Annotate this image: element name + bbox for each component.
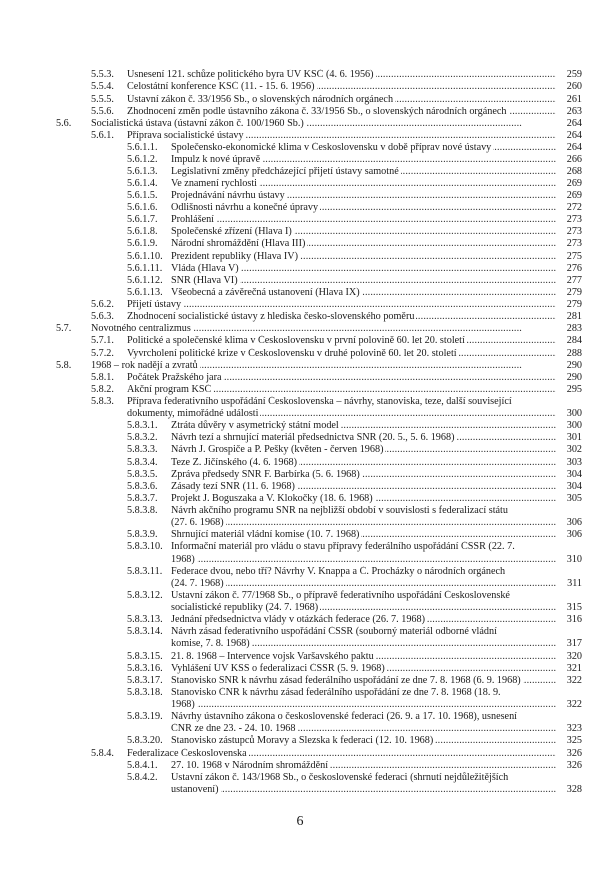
toc-entry-title: Jednání předsednictva vlády v otázkách federace (26. 7. 1968) . . .	[171, 614, 556, 626]
toc-entry-page: 315	[566, 602, 582, 613]
toc-entry[interactable]	[0, 784, 600, 796]
toc-entry-title: ČNR ze dne 23. - 24. 10. 1968 . . .	[171, 723, 556, 735]
toc-entry-title: Akční program KSČ . . .	[127, 384, 556, 396]
toc-entry-number: 5.8.3.7.	[127, 493, 158, 504]
toc-entry[interactable]	[0, 299, 600, 311]
toc-entry-page: 290	[566, 372, 582, 383]
toc-entry-number: 5.8.4.1.	[127, 760, 158, 771]
toc-entry-title: komise, 7. 8. 1968) . . .	[171, 638, 556, 650]
toc-entry[interactable]	[0, 69, 600, 81]
toc-entry[interactable]	[0, 638, 600, 650]
toc-entry-number: 5.8.3.1.	[127, 420, 158, 431]
toc-entry[interactable]	[0, 94, 600, 106]
toc-entry-page: 261	[566, 94, 582, 105]
toc-entry[interactable]	[0, 287, 600, 299]
toc-entry[interactable]	[0, 663, 600, 675]
toc-entry-page: 263	[566, 106, 582, 117]
toc-entry[interactable]	[0, 130, 600, 142]
toc-entry-number: 5.8.3.9.	[127, 529, 158, 540]
toc-entry-number: 5.6.1.2.	[127, 154, 158, 165]
toc-entry-title: socialistické republiky (24. 7. 1968) . . .	[171, 602, 556, 614]
toc-entry[interactable]	[0, 626, 600, 638]
toc-entry-number: 5.8.1.	[91, 372, 114, 383]
toc-entry-title: Odlišnosti návrhu a konečné úpravy . . .	[171, 202, 556, 214]
toc-entry-number: 5.8.3.16.	[127, 663, 163, 674]
toc-entry-title: Politické a společenské klima v Československu v první polovině 60. let 20. století . . .	[127, 335, 556, 347]
toc-entry-number: 5.6.1.12.	[127, 275, 163, 286]
toc-entry-page: 283	[566, 323, 582, 334]
toc-entry-title: Impulz k nové úpravě . . .	[171, 154, 556, 166]
toc-entry-page: 272	[566, 202, 582, 213]
toc-entry-title: Socialistická ústava (ústavní zákon č. 100/1960 Sb.) . . .	[91, 118, 556, 130]
toc-entry[interactable]	[0, 469, 600, 481]
toc-entry-page: 304	[566, 469, 582, 480]
toc-entry-title: Společensko-ekonomické klima v Československu v době příprav nové ústavy . . .	[171, 142, 556, 154]
toc-entry-page: 269	[566, 178, 582, 189]
toc-entry-page: 322	[566, 699, 582, 710]
toc-entry-number: 5.8.4.2.	[127, 772, 158, 783]
toc-entry-title: Počátek Pražského jara . . .	[127, 372, 556, 384]
toc-entry-number: 5.7.	[56, 323, 72, 334]
toc-entry[interactable]	[0, 106, 600, 118]
toc-entry-page: 277	[566, 275, 582, 286]
toc-entry[interactable]	[0, 748, 600, 760]
toc-entry-title: ustanovení) . . .	[171, 784, 556, 796]
toc-entry-page: 268	[566, 166, 582, 177]
toc-entry-title: Ztráta důvěry v asymetrický státní model . . .	[171, 420, 556, 432]
toc-entry-number: 5.8.3.4.	[127, 457, 158, 468]
toc-entry-title: Vyvrcholení politické krize v Československu v druhé polovině 60. let 20. století . . .	[127, 348, 556, 360]
toc-entry-page: 322	[566, 675, 582, 686]
toc-entry-page: 269	[566, 190, 582, 201]
toc-entry-title: Zhodnocení socialistické ústavy z hlediska česko-slovenského poměru . . .	[127, 311, 556, 323]
toc-entry-title: Ve znamení rychlosti . . .	[171, 178, 556, 190]
toc-entry-page: 281	[566, 311, 582, 322]
toc-entry-title: (27. 6. 1968) . . .	[171, 517, 556, 529]
toc-entry-number: 5.8.3.5.	[127, 469, 158, 480]
toc-entry[interactable]	[0, 432, 600, 444]
toc-entry-number: 5.8.	[56, 360, 72, 371]
toc-entry-title: Shrnující materiál vládní komise (10. 7. 1968) . . .	[171, 529, 556, 541]
toc-entry-page: 260	[566, 81, 582, 92]
toc-entry-title: Prezident republiky (Hlava IV) . . .	[171, 251, 556, 263]
toc-entry-page: 328	[566, 784, 582, 795]
toc-entry-page: 290	[566, 360, 582, 371]
toc-entry-page: 276	[566, 263, 582, 274]
toc-entry[interactable]	[0, 154, 600, 166]
toc-entry-page: 264	[566, 142, 582, 153]
toc-entry[interactable]	[0, 566, 600, 578]
toc-entry[interactable]	[0, 166, 600, 178]
toc-entry[interactable]	[0, 602, 600, 614]
toc-entry-page: 259	[566, 69, 582, 80]
toc-entry-page: 306	[566, 517, 582, 528]
toc-entry-number: 5.6.1.3.	[127, 166, 158, 177]
toc-entry-page: 295	[566, 384, 582, 395]
toc-entry-title: Přijetí ústavy . . .	[127, 299, 556, 311]
toc-entry-page: 305	[566, 493, 582, 504]
toc-entry-number: 5.8.3.18.	[127, 687, 163, 698]
toc-entry[interactable]	[0, 554, 600, 566]
toc-entry[interactable]	[0, 614, 600, 626]
toc-entry[interactable]	[0, 541, 600, 553]
toc-entry[interactable]	[0, 420, 600, 432]
toc-entry-title: Ústavní zákon č. 77/1968 Sb., o přípravě federativního uspořádání Československé	[171, 590, 510, 601]
toc-entry-title: Návrhy ústavního zákona o československé federaci (26. 9. a 17. 10. 1968), usnesení	[171, 711, 517, 722]
toc-entry[interactable]	[0, 372, 600, 384]
toc-entry-title: SNR (Hlava VI) . . .	[171, 275, 556, 287]
toc-entry[interactable]	[0, 202, 600, 214]
toc-entry[interactable]	[0, 444, 600, 456]
toc-entry-number: 5.8.3.2.	[127, 432, 158, 443]
toc-entry[interactable]	[0, 517, 600, 529]
toc-entry[interactable]	[0, 675, 600, 687]
toc-entry[interactable]	[0, 323, 600, 335]
toc-entry-title: Zpráva předsedy SNR F. Barbírka (5. 6. 1968) . . .	[171, 469, 556, 481]
toc-entry-title: 1968 – rok nadějí a zvratů . . .	[91, 360, 556, 372]
toc-entry-page: 304	[566, 481, 582, 492]
toc-entry-title: Stanovisko zástupců Moravy a Slezska k federaci (12. 10. 1968) . . .	[171, 735, 556, 747]
toc-entry-page: 320	[566, 651, 582, 662]
toc-entry[interactable]	[0, 263, 600, 275]
toc-entry[interactable]	[0, 590, 600, 602]
toc-entry-number: 5.6.3.	[91, 311, 114, 322]
toc-entry[interactable]	[0, 481, 600, 493]
toc-entry-title: 1968) . . .	[171, 699, 556, 711]
toc-entry-number: 5.6.1.5.	[127, 190, 158, 201]
toc-entry-page: 321	[566, 663, 582, 674]
toc-entry-number: 5.8.3.13.	[127, 614, 163, 625]
toc-entry-title: Národní shromáždění (Hlava III) . . .	[171, 238, 556, 250]
toc-entry[interactable]	[0, 348, 600, 360]
toc-entry-page: 316	[566, 614, 582, 625]
toc-entry-title: Legislativní změny předcházející přijetí ústavy samotné . . .	[171, 166, 556, 178]
toc-entry-title: Prohlášení . . .	[171, 214, 556, 226]
toc-entry[interactable]	[0, 226, 600, 238]
toc-entry-page: 264	[566, 118, 582, 129]
toc-entry[interactable]	[0, 711, 600, 723]
toc-entry-number: 5.6.1.	[91, 130, 114, 141]
toc-entry-title: Stanovisko ČNR k návrhu zásad federálního uspořádání ze dne 7. 8. 1968 (18. 9.	[171, 687, 501, 698]
toc-entry-title: Příprava socialistické ústavy . . .	[127, 130, 556, 142]
toc-entry-number: 5.6.1.9.	[127, 238, 158, 249]
toc-entry-page: 284	[566, 335, 582, 346]
toc-entry-title: Všeobecná a závěrečná ustanovení (Hlava IX) . . .	[171, 287, 556, 299]
toc-entry-title: Novotného centralizmus . . .	[91, 323, 556, 335]
toc-entry-number: 5.8.3.19.	[127, 711, 163, 722]
toc-entry-page: 301	[566, 432, 582, 443]
toc-entry-page: 317	[566, 638, 582, 649]
toc-entry[interactable]	[0, 687, 600, 699]
toc-entry-number: 5.6.1.1.	[127, 142, 158, 153]
toc-entry[interactable]	[0, 578, 600, 590]
toc-entry-page: 273	[566, 238, 582, 249]
toc-entry-number: 5.5.6.	[91, 106, 114, 117]
toc-entry-title: Informační materiál pro vládu o stavu přípravy federálního uspořádání ČSSR (22. 7.	[171, 541, 515, 552]
toc-entry-title: Návrh J. Grospiče a P. Pešky (květen - červen 1968) . . .	[171, 444, 556, 456]
toc-entry[interactable]	[0, 384, 600, 396]
toc-entry-page: 288	[566, 348, 582, 359]
toc-entry[interactable]	[0, 118, 600, 130]
toc-entry-page: 303	[566, 457, 582, 468]
toc-entry-number: 5.8.2.	[91, 384, 114, 395]
toc-entry-title: Ústavní zákon č. 33/1956 Sb., o slovenských národních orgánech . . .	[127, 94, 556, 106]
toc-entry-page: 306	[566, 529, 582, 540]
toc-entry-number: 5.8.3.14.	[127, 626, 163, 637]
toc-entry-number: 5.8.4.	[91, 748, 114, 759]
toc-entry[interactable]	[0, 723, 600, 735]
toc-entry[interactable]	[0, 335, 600, 347]
toc-entry[interactable]	[0, 760, 600, 772]
toc-entry-number: 5.6.1.13.	[127, 287, 163, 298]
toc-entry[interactable]	[0, 190, 600, 202]
toc-entry-title: Federalizace Československa . . .	[127, 748, 556, 760]
toc-entry-page: 311	[567, 578, 582, 589]
toc-entry-number: 5.8.3.15.	[127, 651, 163, 662]
toc-entry-title: Návrh akčního programu SNR na nejbližší období v souvislosti s federalizací státu	[171, 505, 508, 516]
toc-entry-number: 5.8.3.10.	[127, 541, 163, 552]
toc-entry-page: 273	[566, 226, 582, 237]
toc-entry-title: Vláda (Hlava V) . . .	[171, 263, 556, 275]
toc-entry-title: 1968) . . .	[171, 554, 556, 566]
toc-entry-title: 21. 8. 1968 – Intervence vojsk Varšavského paktu . . .	[171, 651, 556, 663]
toc-entry-number: 5.8.3.17.	[127, 675, 163, 686]
toc-entry[interactable]	[0, 493, 600, 505]
toc-entry-title: Projekt J. Boguszaka a V. Klokočky (18. 6. 1968) . . .	[171, 493, 556, 505]
toc-entry-number: 5.6.	[56, 118, 72, 129]
toc-entry-page: 310	[566, 554, 582, 565]
toc-entry-number: 5.7.2.	[91, 348, 114, 359]
toc-entry[interactable]	[0, 311, 600, 323]
page-number: 6	[296, 814, 304, 829]
toc-entry-number: 5.8.3.	[91, 396, 114, 407]
toc-entry-number: 5.6.1.10.	[127, 251, 163, 262]
toc-entry-page: 266	[566, 154, 582, 165]
toc-entry-title: Celostátní konference KSČ (11. - 15. 6. 1956) . . .	[127, 81, 556, 93]
toc-entry[interactable]	[0, 238, 600, 250]
toc-entry-page: 275	[566, 251, 582, 262]
toc-entry-number: 5.6.1.6.	[127, 202, 158, 213]
toc-entry-number: 5.8.3.11.	[127, 566, 163, 577]
toc-entry-title: Návrh zásad federativního uspořádání ČSSR (souborný materiál odborné vládní	[171, 626, 497, 637]
toc-entry-number: 5.6.1.7.	[127, 214, 158, 225]
toc-entry[interactable]	[0, 275, 600, 287]
toc-entry-title: (24. 7. 1968) . . .	[171, 578, 556, 590]
toc-entry-title: Federace dvou, nebo tří? Návrhy V. Knappa a Č. Procházky o národních orgánech	[171, 566, 506, 577]
toc-entry-page: 279	[566, 287, 582, 298]
toc-entry[interactable]	[0, 651, 600, 663]
toc-entry[interactable]	[0, 81, 600, 93]
toc-entry-title: Společenské zřízení (Hlava I) . . .	[171, 226, 556, 238]
toc-entry-number: 5.8.3.8.	[127, 505, 158, 516]
toc-entry-page: 300	[566, 420, 582, 431]
toc-entry-title: Teze Z. Jičínského (4. 6. 1968) . . .	[171, 457, 556, 469]
toc-entry-page: 300	[566, 408, 582, 419]
toc-entry-page: 325	[566, 735, 582, 746]
toc-entry-page: 273	[566, 214, 582, 225]
toc-entry[interactable]	[0, 396, 600, 408]
toc-entry[interactable]	[0, 772, 600, 784]
toc-entry-title: 27. 10. 1968 v Národním shromáždění . . .	[171, 760, 556, 772]
toc-entry-page: 326	[566, 760, 582, 771]
toc-entry-title: Ústavní zákon č. 143/1968 Sb., o československé federaci (shrnutí nejdůležitějších	[171, 772, 509, 783]
toc-entry-title: Stanovisko SNR k návrhu zásad federálního uspořádání ze dne 7. 8. 1968 (6. 9. 1968) . . .	[171, 675, 556, 687]
toc-entry-number: 5.8.3.12.	[127, 590, 163, 601]
toc-entry-number: 5.6.1.4.	[127, 178, 158, 189]
toc-entry-page: 326	[566, 748, 582, 759]
toc-entry[interactable]	[0, 735, 600, 747]
toc-entry-page: 264	[566, 130, 582, 141]
toc-entry-number: 5.6.1.11.	[127, 263, 163, 274]
toc-entry[interactable]	[0, 360, 600, 372]
toc-entry[interactable]	[0, 505, 600, 517]
toc-entry-title: Zhodnocení změn podle ústavního zákona č. 33/1956 Sb., o slovenských národních orgánech . . .	[127, 106, 556, 118]
toc-entry-number: 5.5.5.	[91, 94, 114, 105]
toc-entry-number: 5.8.3.20.	[127, 735, 163, 746]
toc-entry-page: 323	[566, 723, 582, 734]
toc-entry[interactable]	[0, 457, 600, 469]
toc-entry-number: 5.6.2.	[91, 299, 114, 310]
toc-entry-number: 5.5.3.	[91, 69, 114, 80]
toc-entry[interactable]	[0, 142, 600, 154]
toc-entry-number: 5.5.4.	[91, 81, 114, 92]
toc-entry-title: Vyhlášení ÚV KSS o federalizaci ČSSR (5. 9. 1968) . . .	[171, 663, 556, 675]
toc-entry-number: 5.6.1.8.	[127, 226, 158, 237]
toc-entry[interactable]	[0, 529, 600, 541]
toc-entry[interactable]	[0, 699, 600, 711]
toc-entry-title: Projednávání návrhu ústavy . . .	[171, 190, 556, 202]
toc-entry-title: Usnesení 121. schůze politického byra ÚV KSČ (4. 6. 1956) . . .	[127, 69, 556, 81]
toc-entry-number: 5.8.3.6.	[127, 481, 158, 492]
toc-entry[interactable]	[0, 251, 600, 263]
toc-entry[interactable]	[0, 408, 600, 420]
toc-entry[interactable]	[0, 178, 600, 190]
toc-entry-number: 5.8.3.3.	[127, 444, 158, 455]
toc-entry-number: 5.7.1.	[91, 335, 114, 346]
toc-entry-title: Příprava federativního uspořádání Československa – návrhy, stanoviska, teze, další související	[127, 396, 512, 407]
toc-entry-page: 302	[566, 444, 582, 455]
toc-entry[interactable]	[0, 214, 600, 226]
toc-entry-title: Zásady tezí SNR (11. 6. 1968) . . .	[171, 481, 556, 493]
toc-entry-title: Návrh tezí a shrnující materiál předsednictva SNR (20. 5., 5. 6. 1968) . . .	[171, 432, 556, 444]
toc-entry-page: 279	[566, 299, 582, 310]
toc-entry-title: dokumenty, mimořádné události . . .	[127, 408, 556, 420]
